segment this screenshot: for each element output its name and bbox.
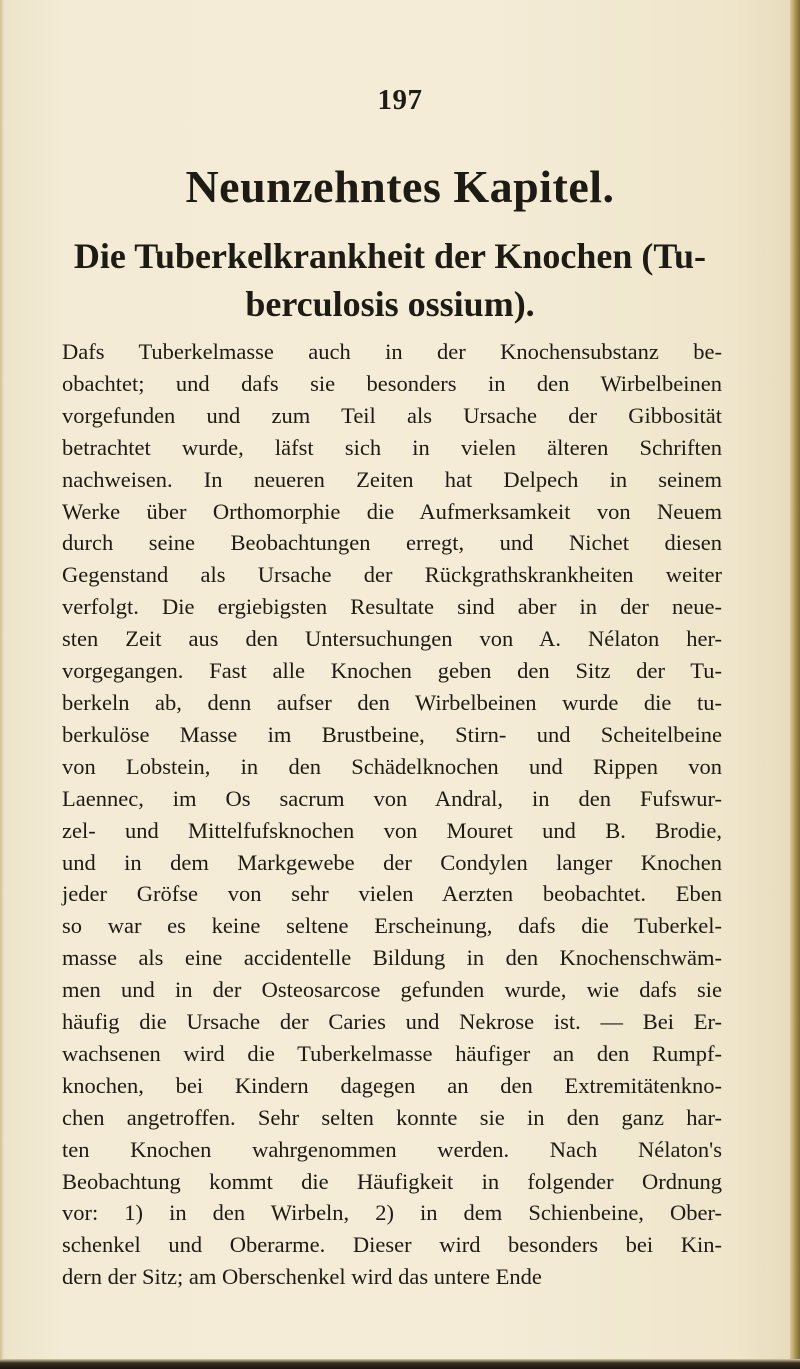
text-line: jeder Gröfse von sehr vielen Aerzten beobachtet. Eben: [62, 881, 722, 907]
text-line: berkulöse Masse im Brustbeine, Stirn- und Scheitelbeine: [62, 721, 722, 747]
text-line: durch seine Beobachtungen erregt, und Nichet diesen: [62, 530, 722, 556]
text-line: obachtet; und dafs sie besonders in den Wirbelbeinen: [62, 370, 722, 396]
text-line: Gegenstand als Ursache der Rückgrathskrankheiten weiter: [62, 562, 722, 588]
text-line: und in dem Markgewebe der Condylen langer Knochen: [62, 849, 722, 875]
text-line: Dafs Tuberkelmasse auch in der Knochensubstanz be-: [62, 339, 722, 364]
section-title-line: Die Tuberkelkrankheit der Knochen (Tu-: [73, 236, 707, 276]
text-line: Laennec, im Os sacrum von Andral, in den Fufswur-: [62, 785, 722, 811]
text-line: men und in der Osteosarcose gefunden wurde, wie dafs sie: [62, 977, 722, 1003]
text-line: häufig die Ursache der Caries und Nekrose ist. — Bei Er-: [62, 1009, 722, 1035]
text-line: verfolgt. Die ergiebigsten Resultate sind aber in der neue-: [62, 594, 722, 620]
section-title-line: berculosis ossium).: [245, 284, 535, 324]
text-line: dern der Sitz; am Oberschenkel wird das untere Ende: [62, 1264, 542, 1290]
text-line: vor: 1) in den Wirbeln, 2) in dem Schienbeine, Ober-: [62, 1200, 722, 1226]
text-line: chen angetroffen. Sehr selten konnte sie in den ganz har-: [62, 1104, 722, 1130]
text-line: vorgegangen. Fast alle Knochen geben den Sitz der Tu-: [62, 658, 722, 684]
text-line: vorgefunden und zum Teil als Ursache der Gibbosität: [62, 402, 722, 428]
body-text: [62, 336, 722, 1293]
text-line: betrachtet wurde, läfst sich in vielen älteren Schriften: [62, 434, 722, 460]
bottom-page-edge: [0, 1359, 800, 1369]
text-line: Beobachtung kommt die Häufigkeit in folgender Ordnung: [62, 1168, 722, 1194]
section-title: [60, 232, 720, 328]
right-page-edge: [790, 0, 800, 1369]
text-line: schenkel und Oberarme. Dieser wird besonders bei Kin-: [62, 1232, 722, 1258]
text-line: berkeln ab, denn aufser den Wirbelbeinen wurde die tu-: [62, 689, 722, 715]
text-line: von Lobstein, in den Schädelknochen und Rippen von: [62, 753, 722, 779]
text-line: wachsenen wird die Tuberkelmasse häufiger an den Rumpf-: [62, 1040, 722, 1066]
chapter-title: Neunzehntes Kapitel.: [185, 161, 615, 212]
text-line: ten Knochen wahrgenommen werden. Nach Nélaton's: [62, 1136, 722, 1162]
text-line: nachweisen. In neueren Zeiten hat Delpech in seinem: [62, 466, 722, 492]
text-line: so war es keine seltene Erscheinung, dafs die Tuberkel-: [62, 913, 722, 939]
text-line: masse als eine accidentelle Bildung in den Knochenschwäm-: [62, 945, 722, 971]
text-line: zel- und Mittelfufsknochen von Mouret und B. Brodie,: [62, 817, 722, 843]
text-line: sten Zeit aus den Untersuchungen von A. Nélaton her-: [62, 626, 722, 652]
text-line: knochen, bei Kindern dagegen an den Extremitätenkno-: [62, 1072, 722, 1098]
page-number: 197: [377, 84, 423, 116]
text-line: Werke über Orthomorphie die Aufmerksamkeit von Neuem: [62, 498, 722, 524]
